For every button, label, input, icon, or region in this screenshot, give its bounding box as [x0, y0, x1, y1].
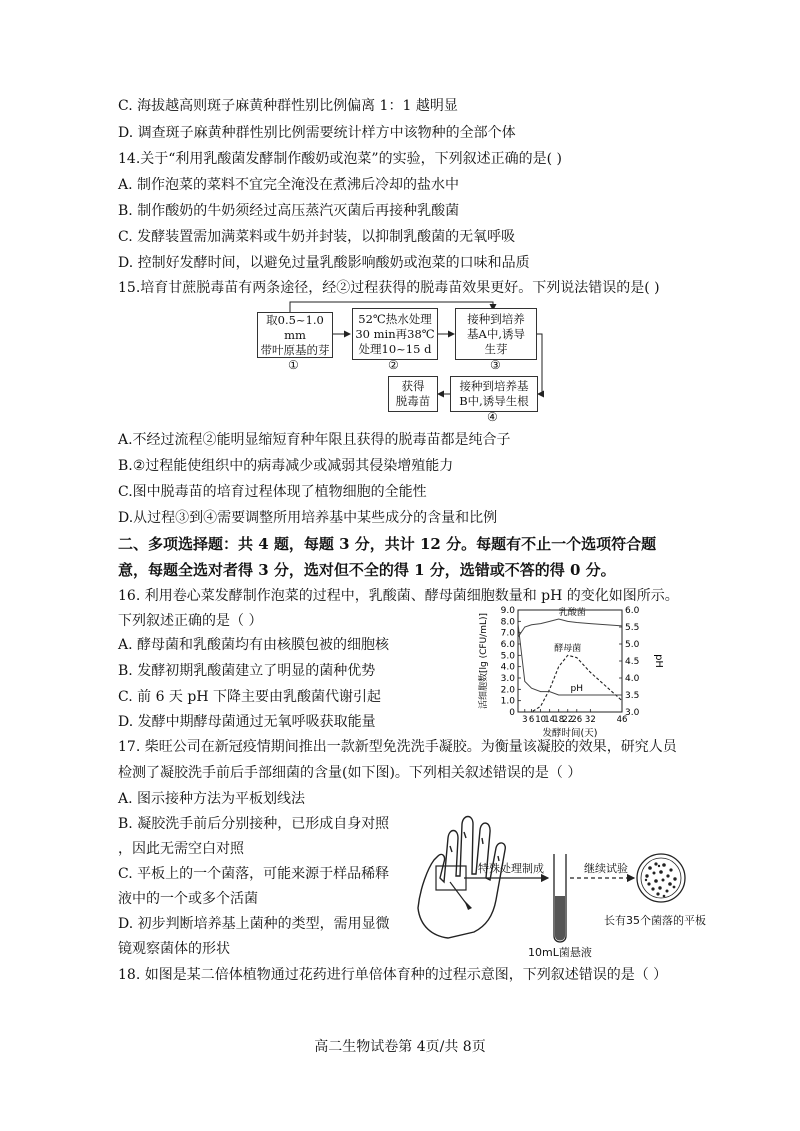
- q17-fig-label-tube: 10mL菌悬液: [528, 946, 592, 959]
- q16-option-a: A. 酵母菌和乳酸菌均有由核膜包被的细胞核: [118, 637, 390, 653]
- y-tick-label-6: 6.0: [500, 640, 515, 650]
- q14-option-a: A. 制作泡菜的菜料不宜完全淹没在煮沸后冷却的盐水中: [118, 177, 460, 193]
- x-tick-label-3: 14: [544, 715, 556, 725]
- q17-stem-line1: 17. 柴旺公司在新冠疫情期间推出一款新型免洗洗手凝胶。为衡量该凝胶的效果，研究人员: [118, 739, 677, 755]
- y-tick-label-2: 2.0: [500, 685, 515, 696]
- q15-step-2: ②: [388, 358, 399, 372]
- x-tick-label-1: 6: [528, 715, 535, 725]
- q14-option-c: C. 发酵装置需加满菜料或牛奶并封装，以抑制乳酸菌的无氧呼吸: [118, 229, 516, 245]
- q17-fig-label-plate: 长有35个菌落的平板: [604, 914, 706, 927]
- q15-box3-line3: 生芽: [484, 341, 508, 356]
- q15-box-4: [450, 376, 538, 412]
- q15-box1-line2: 带叶原基的芽: [260, 342, 330, 357]
- x-tick-label-4: 18: [553, 715, 565, 725]
- q15-box1-line1: 取0.5~1.0 mm: [266, 312, 324, 342]
- chart-frame: [518, 610, 622, 712]
- q18-stem: 18. 如图是某二倍体植物通过花药进行单倍体育种的过程示意图，下列叙述错误的是（ ）: [118, 967, 668, 983]
- series-label-yeast: 酵母菌: [554, 643, 582, 654]
- y2-tick-label-2: 4.0: [625, 674, 640, 684]
- q17-figure: [398, 808, 698, 958]
- q17-option-d-line2: 镜观察菌体的形状: [118, 941, 230, 957]
- q14-option-b: B. 制作酸奶的牛奶须经过高压蒸汽灭菌后再接种乳酸菌: [118, 203, 460, 219]
- q14-option-d: D. 控制好发酵时间，以避免过量乳酸影响酸奶或泡菜的口味和品质: [118, 255, 530, 271]
- q15-option-a: A.不经过流程②能明显缩短育种年限且获得的脱毒苗都是纯合子: [118, 432, 511, 448]
- x-tick-label-8: 46: [616, 715, 628, 725]
- y-tick-label-8: 8.0: [500, 617, 515, 628]
- q15-box-3: [455, 308, 537, 360]
- q15-box-1: [257, 312, 333, 358]
- q15-box-2: [352, 308, 438, 360]
- q16-chart: [478, 602, 662, 742]
- series-label-lactobacillus: 乳酸菌: [558, 608, 586, 619]
- q15-box2-line1: 52℃热水处理: [358, 311, 432, 326]
- q15-option-b: B.②过程能使组织中的病毒减少或减弱其侵染增殖能力: [118, 458, 454, 474]
- y-axis-label: 活细胞数[lg (CFU/mL)]: [479, 613, 489, 709]
- q15-box-5: [388, 376, 438, 412]
- y2-tick-label-5: 5.5: [625, 623, 640, 633]
- y2-tick-label-4: 5.0: [625, 640, 640, 650]
- q17-option-a: A. 图示接种方法为平板划线法: [118, 791, 306, 807]
- q16-stem-line2: 下列叙述正确的是（ ）: [118, 613, 263, 629]
- q15-step-4: ④: [487, 410, 498, 424]
- q15-option-c: C.图中脱毒苗的培育过程体现了植物细胞的全能性: [118, 484, 427, 500]
- q15-box5-line2: 脱毒苗: [395, 394, 431, 408]
- section2-heading-line2: 意，每题全选对者得 3 分，选对但不全的得 1 分，选错或不答的得 0 分。: [118, 561, 616, 579]
- q15-box4-line2: B中,诱导生根: [459, 394, 529, 408]
- x-tick-label-6: 26: [571, 715, 583, 725]
- q15-box5-line1: 获得: [401, 379, 425, 393]
- x-axis-label: 发酵时间(天): [542, 728, 598, 739]
- q16-option-b: B. 发酵初期乳酸菌建立了明显的菌种优势: [118, 663, 376, 679]
- q14-stem: 14.关于“利用乳酸菌发酵制作酸奶或泡菜”的实验，下列叙述正确的是( ): [118, 151, 562, 167]
- y-tick-label-4: 4.0: [500, 662, 515, 673]
- q15-box3-line2: 基A中,诱导: [467, 326, 525, 341]
- y2-tick-label-0: 3.0: [625, 708, 640, 718]
- x-tick-label-0: 3: [522, 715, 528, 725]
- q15-box2-line2: 30 min再38℃: [355, 326, 435, 341]
- page-footer: 高二生物试卷第 4页/共 8页: [314, 1039, 486, 1055]
- q17-option-b-line1: B. 凝胶洗手前后分别接种，已形成自身对照: [118, 816, 390, 832]
- q17-option-c-line1: C. 平板上的一个菌落，可能来源于样品稀释: [118, 866, 390, 882]
- q15-box2-line3: 处理10~15 d: [358, 341, 432, 356]
- q13-option-d: D. 调查斑子麻黄种群性别比例需要统计样方中该物种的全部个体: [118, 125, 516, 141]
- series-line-乳酸菌: [518, 619, 622, 637]
- q17-option-d-line1: D. 初步判断培养基上菌种的类型，需用显微: [118, 916, 390, 932]
- test-tube-icon: [554, 854, 566, 942]
- x-tick-label-5: 22: [562, 715, 574, 725]
- q15-box3-line1: 接种到培养: [467, 311, 525, 326]
- y2-axis-label: pH: [653, 654, 664, 668]
- q17-fig-label-special: 特殊处理制成: [478, 862, 544, 875]
- q17-option-b-line2: ，因此无需空白对照: [118, 841, 244, 857]
- y-tick-label-7: 7.0: [500, 628, 515, 639]
- y2-tick-label-3: 4.5: [625, 657, 640, 667]
- q15-box4-line1: 接种到培养基: [459, 379, 529, 393]
- series-label-ph: pH: [570, 683, 584, 694]
- petri-plate-icon: [637, 854, 685, 902]
- y2-tick-label-6: 6.0: [625, 606, 640, 616]
- y-tick-label-9: 9.0: [500, 606, 515, 616]
- x-tick-label-7: 32: [584, 715, 596, 725]
- q16-option-c: C. 前 6 天 pH 下降主要由乳酸菌代谢引起: [118, 689, 381, 705]
- q16-stem-line1: 16. 利用卷心菜发酵制作泡菜的过程中，乳酸菌、酵母菌细胞数量和 pH 的变化如图所示。: [118, 588, 679, 604]
- y-tick-label-5: 5.0: [500, 651, 515, 662]
- q15-step-1: ①: [288, 358, 299, 372]
- q17-option-c-line2: 液中的一个或多个活菌: [118, 891, 258, 907]
- y-tick-label-3: 3.0: [500, 674, 515, 684]
- q17-fig-label-test: 继续试验: [584, 862, 628, 875]
- q17-stem-line2: 检测了凝胶洗手前后手部细菌的含量(如下图)。下列相关叙述错误的是（ ）: [118, 765, 582, 781]
- q16-option-d: D. 发酵中期酵母菌通过无氧呼吸获取能量: [118, 714, 376, 730]
- q15-option-d: D.从过程③到④需要调整所用培养基中某些成分的含量和比例: [118, 510, 498, 526]
- section2-heading-line1: 二、多项选择题：共 4 题，每题 3 分，共计 12 分。每题有不止一个选项符合题: [118, 535, 657, 553]
- q15-stem: 15.培育甘蔗脱毒苗有两条途径，经②过程获得的脱毒苗效果更好。下列说法错误的是( ): [118, 280, 660, 296]
- y2-tick-label-1: 3.5: [625, 691, 640, 701]
- x-tick-label-2: 10: [535, 715, 547, 725]
- q13-option-c: C. 海拔越高则斑子麻黄种群性别比例偏离 1：1 越明显: [118, 98, 458, 114]
- hand-illustration: [418, 817, 505, 939]
- y-tick-label-1: 1.0: [500, 696, 515, 707]
- y-tick-label-0: 0: [509, 708, 515, 718]
- q15-step-3: ③: [490, 358, 501, 372]
